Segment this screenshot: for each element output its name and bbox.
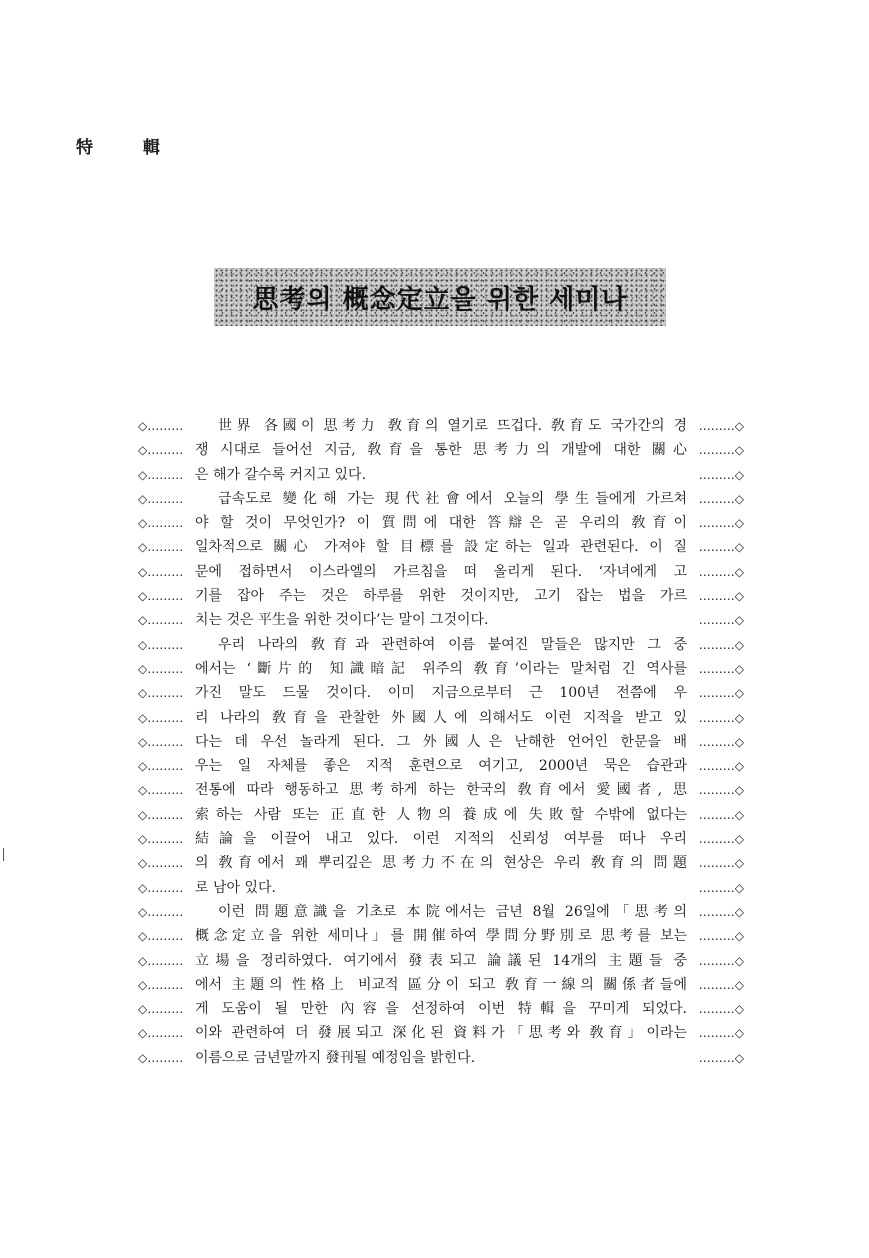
- line-text: 야 할 것이 무엇인가? 이 質問에 대한 答辯은 곧 우리의 敎育이: [195, 515, 687, 532]
- line-lead-marker: ◇………: [138, 759, 184, 774]
- line-text: 우는 일 자체를 좋은 지적 훈련으로 여기고, 2000년 묵은 습관과: [195, 758, 687, 775]
- text-line: [138, 754, 744, 778]
- text-line: [138, 535, 744, 559]
- line-lead-marker: ◇………: [138, 540, 184, 555]
- text-line: [138, 633, 744, 657]
- text-line: [138, 924, 744, 948]
- line-trail-marker: ………◇: [698, 564, 744, 579]
- line-lead-marker: ◇………: [138, 710, 184, 725]
- line-trail-marker: ………◇: [698, 929, 744, 944]
- line-trail-marker: ………◇: [698, 880, 744, 895]
- line-trail-marker: ………◇: [698, 977, 744, 992]
- text-line: [138, 487, 744, 511]
- line-lead-marker: ◇………: [138, 783, 184, 798]
- line-lead-marker: ◇………: [138, 637, 184, 652]
- line-text: 이름으로 금년말까지 發刊될 예정임을 밝힌다.: [195, 1049, 476, 1066]
- text-line: [138, 803, 744, 827]
- line-text: 結論을 이끌어 내고 있다. 이런 지적의 신뢰성 여부를 떠나 우리: [195, 831, 687, 848]
- body-text-block: [138, 414, 744, 1070]
- line-trail-marker: ………◇: [698, 467, 744, 482]
- line-trail-marker: ………◇: [698, 856, 744, 871]
- text-line: [138, 608, 744, 632]
- line-lead-marker: ◇………: [138, 832, 184, 847]
- line-lead-marker: ◇………: [138, 661, 184, 676]
- text-line: [138, 657, 744, 681]
- line-lead-marker: ◇………: [138, 686, 184, 701]
- line-lead-marker: ◇………: [138, 880, 184, 895]
- line-trail-marker: ………◇: [698, 734, 744, 749]
- page-title: 思考의 概念定立을 위한 세미나: [252, 284, 628, 315]
- line-trail-marker: ………◇: [698, 783, 744, 798]
- line-text: 이와 관련하여 더 發展되고 深化된 資料가「思考와 敎育」이라는: [195, 1025, 687, 1042]
- text-line: [138, 851, 744, 875]
- line-lead-marker: ◇………: [138, 491, 184, 506]
- text-line: [138, 876, 744, 900]
- line-trail-marker: ………◇: [698, 686, 744, 701]
- line-trail-marker: ………◇: [698, 589, 744, 604]
- text-line: [138, 1046, 744, 1070]
- text-line: [138, 900, 744, 924]
- text-line: [138, 584, 744, 608]
- text-line: [138, 730, 744, 754]
- text-line: [138, 973, 744, 997]
- line-text: 게 도움이 될 만한 內容을 선정하여 이번 特輯을 꾸미게 되었다.: [195, 1001, 687, 1018]
- line-lead-marker: ◇………: [138, 904, 184, 919]
- line-trail-marker: ………◇: [698, 613, 744, 628]
- text-line: [138, 414, 744, 438]
- line-text: 문에 접하면서 이스라엘의 가르침을 떠 올리게 된다. ‘자녀에게 고: [195, 563, 687, 580]
- line-text: 리 나라의 敎育을 관찰한 外國人에 의해서도 이런 지적을 받고 있: [195, 709, 687, 726]
- text-line: [138, 438, 744, 462]
- line-lead-marker: ◇………: [138, 929, 184, 944]
- line-trail-marker: ………◇: [698, 491, 744, 506]
- line-trail-marker: ………◇: [698, 904, 744, 919]
- line-lead-marker: ◇………: [138, 1026, 184, 1041]
- line-trail-marker: ………◇: [698, 637, 744, 652]
- line-trail-marker: ………◇: [698, 516, 744, 531]
- line-lead-marker: ◇………: [138, 856, 184, 871]
- text-line: [138, 997, 744, 1021]
- text-line: [138, 827, 744, 851]
- line-lead-marker: ◇………: [138, 807, 184, 822]
- line-text: 에서 主題의 性格上 비교적 區分이 되고 敎育一線의 關係者들에: [195, 976, 687, 993]
- text-line: [138, 1021, 744, 1045]
- line-text: 索하는 사람 또는 正直한 人物의 養成에 失敗할 수밖에 없다는: [195, 806, 687, 823]
- line-lead-marker: ◇………: [138, 613, 184, 628]
- section-label: 特 輯: [76, 138, 182, 158]
- line-lead-marker: ◇………: [138, 564, 184, 579]
- line-lead-marker: ◇………: [138, 419, 184, 433]
- line-text: 은 해가 갈수록 커지고 있다.: [195, 466, 367, 483]
- line-lead-marker: ◇………: [138, 1002, 184, 1017]
- line-text: 이런 問題意識을 기초로 本院에서는 금년 8월 26일에「思考의: [218, 903, 687, 920]
- text-line: [138, 681, 744, 705]
- line-trail-marker: ………◇: [698, 953, 744, 968]
- line-text: 다는 데 우선 놀라게 된다. 그 外國人은 난해한 언어인 한문을 배: [195, 733, 687, 750]
- line-lead-marker: ◇………: [138, 443, 184, 458]
- line-text: 전통에 따라 행동하고 思考하게 하는 한국의 敎育에서 愛國者, 思: [195, 782, 687, 799]
- title-banner: [214, 268, 666, 326]
- line-lead-marker: ◇………: [138, 589, 184, 604]
- margin-mark: [3, 848, 4, 861]
- line-lead-marker: ◇………: [138, 977, 184, 992]
- line-lead-marker: ◇………: [138, 734, 184, 749]
- text-line: [138, 706, 744, 730]
- line-text: 우리 나라의 敎育과 관련하여 이름 붙여진 말들은 많지만 그 중: [218, 636, 687, 653]
- line-text: 기를 잡아 주는 것은 하루를 위한 것이지만, 고기 잡는 법을 가르: [195, 588, 687, 605]
- line-text: 에서는 ‘斷片的 知識暗記 위주의 敎育’이라는 말처럼 긴 역사를: [195, 660, 687, 677]
- line-trail-marker: ………◇: [698, 807, 744, 822]
- line-trail-marker: ………◇: [698, 1026, 744, 1041]
- line-trail-marker: ………◇: [698, 661, 744, 676]
- line-lead-marker: ◇………: [138, 953, 184, 968]
- line-trail-marker: ………◇: [698, 443, 744, 458]
- line-lead-marker: ◇………: [138, 1050, 184, 1065]
- line-lead-marker: ◇………: [138, 516, 184, 531]
- line-text: 의 敎育에서 꽤 뿌리깊은 思考力不在의 현상은 우리 敎育의 問題: [195, 855, 687, 872]
- line-text: 立場을 정리하였다. 여기에서 發表되고 論議된 14개의 主題들 중: [195, 952, 687, 969]
- line-text: 로 남아 있다.: [195, 879, 276, 896]
- line-text: 쟁 시대로 들어선 지금, 敎育을 통한 思考力의 개발에 대한 關心: [195, 442, 687, 459]
- line-trail-marker: ………◇: [698, 1050, 744, 1065]
- text-line: [138, 949, 744, 973]
- line-lead-marker: ◇………: [138, 467, 184, 482]
- line-trail-marker: ………◇: [698, 540, 744, 555]
- line-trail-marker: ………◇: [698, 419, 744, 433]
- line-text: 世界 各國이 思考力 敎育의 열기로 뜨겁다. 敎育도 국가간의 경: [218, 418, 687, 434]
- text-line: [138, 463, 744, 487]
- text-line: [138, 560, 744, 584]
- line-text: 일차적으로 關心 가져야 할 目標를 設定하는 일과 관련된다. 이 질: [195, 539, 687, 556]
- line-text: 급속도로 變化해 가는 現代社會에서 오늘의 學生들에게 가르쳐: [218, 490, 687, 507]
- text-line: [138, 511, 744, 535]
- line-text: 概念定立을 위한 세미나」를 開催하여 學問分野別로 思考를 보는: [195, 928, 687, 945]
- line-trail-marker: ………◇: [698, 710, 744, 725]
- line-text: 치는 것은 平生을 위한 것이다’는 말이 그것이다.: [195, 612, 489, 629]
- line-trail-marker: ………◇: [698, 1002, 744, 1017]
- text-line: [138, 778, 744, 802]
- line-trail-marker: ………◇: [698, 759, 744, 774]
- line-text: 가진 말도 드물 것이다. 이미 지금으로부터 근 100년 전쯤에 우: [195, 685, 687, 702]
- line-trail-marker: ………◇: [698, 832, 744, 847]
